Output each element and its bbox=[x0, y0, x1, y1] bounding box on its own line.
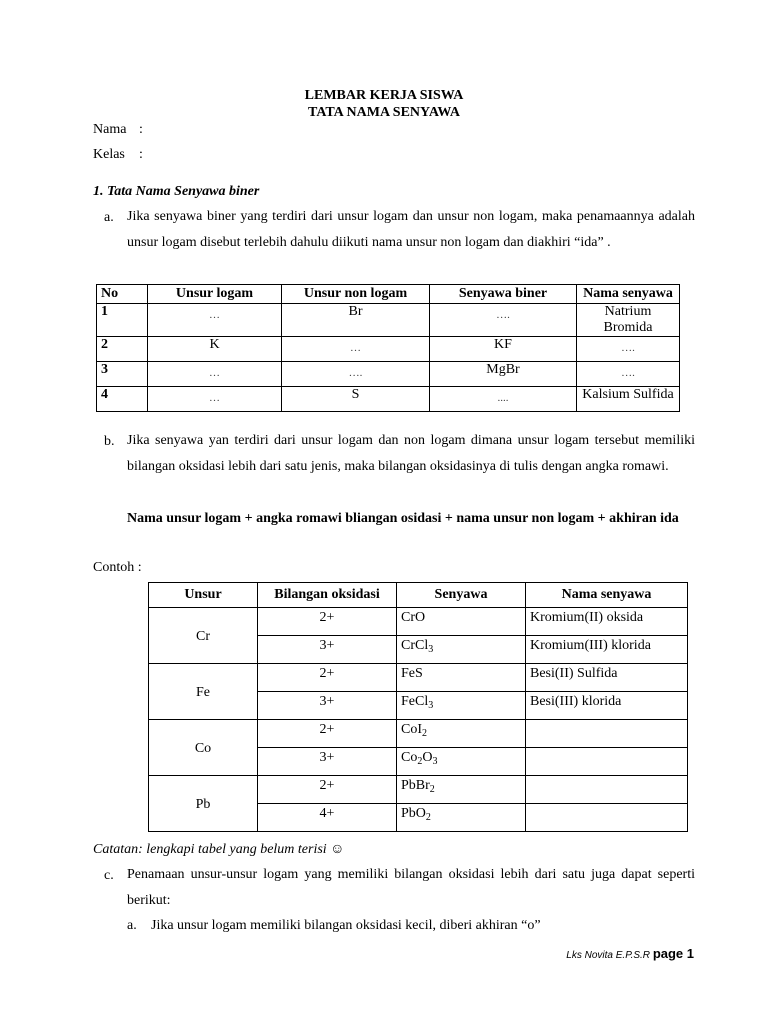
cell-blank: … bbox=[209, 392, 220, 404]
cell-nama bbox=[526, 748, 688, 776]
cell-oksidasi: 3+ bbox=[258, 748, 397, 776]
item-b-text: Jika senyawa yan terdiri dari unsur logam dan non logam dimana unsur logam tersebut memiliki bilangan oksidasi lebih dari satu jenis, maka bilangan oksidasinya di tulis dengan angka romawi. bbox=[127, 433, 695, 474]
formula-subscript: 2 bbox=[429, 784, 435, 795]
nama-label: Nama bbox=[93, 122, 127, 137]
cell-nama: Kromium(II) oksida bbox=[526, 608, 688, 636]
cell-oksidasi: 2+ bbox=[258, 608, 397, 636]
cell-senyawa bbox=[397, 692, 526, 720]
nama-colon: : bbox=[139, 122, 143, 137]
contoh-label: Contoh : bbox=[93, 560, 142, 575]
cell-unsur: Pb bbox=[149, 776, 258, 832]
cell-blank: …. bbox=[621, 367, 635, 379]
table-row bbox=[149, 608, 688, 636]
table-row bbox=[149, 776, 688, 804]
binary-compound-table bbox=[96, 284, 680, 412]
cell-senyawa bbox=[397, 748, 526, 776]
cell-nama: Besi(III) klorida bbox=[526, 692, 688, 720]
item-ca-text: Jika unsur logam memiliki bilangan oksidasi kecil, diberi akhiran “o” bbox=[151, 918, 541, 933]
catatan-note: Catatan: lengkapi tabel yang belum terisi ☺ bbox=[93, 842, 345, 857]
formula-part: CrO bbox=[401, 610, 426, 625]
col-senyawa: Senyawa bbox=[397, 583, 526, 608]
formula-subscript: 3 bbox=[428, 700, 434, 711]
cell-senyawa bbox=[397, 804, 526, 832]
cell-value: Kalsium Sulfida bbox=[577, 387, 680, 412]
cell-nama: Besi(II) Sulfida bbox=[526, 664, 688, 692]
col-nama-senyawa: Nama senyawa bbox=[577, 285, 680, 304]
item-ca-marker: a. bbox=[127, 918, 137, 933]
formula-subscript: 3 bbox=[428, 644, 434, 655]
cell-blank: .... bbox=[497, 392, 509, 404]
formula-part: O bbox=[422, 750, 433, 765]
col-senyawa-biner: Senyawa biner bbox=[430, 285, 577, 304]
table-row bbox=[97, 387, 680, 412]
cell-blank: … bbox=[350, 342, 361, 354]
table-row bbox=[97, 337, 680, 362]
kelas-colon: : bbox=[139, 147, 143, 162]
cell-nama bbox=[526, 776, 688, 804]
cell-senyawa bbox=[397, 720, 526, 748]
cell-blank: …. bbox=[621, 342, 635, 354]
formula-part: FeCl bbox=[401, 694, 429, 709]
cell-value: MgBr bbox=[430, 362, 577, 387]
formula-subscript: 3 bbox=[432, 756, 438, 767]
formula-part: Co bbox=[401, 750, 418, 765]
cell-senyawa bbox=[397, 664, 526, 692]
cell-oksidasi: 2+ bbox=[258, 664, 397, 692]
table-row bbox=[149, 664, 688, 692]
col-nama-senyawa: Nama senyawa bbox=[526, 583, 688, 608]
formula-subscript: 2 bbox=[422, 728, 427, 739]
table-row bbox=[97, 304, 680, 337]
cell-value: KF bbox=[430, 337, 577, 362]
cell-blank: … bbox=[209, 309, 220, 321]
cell-oksidasi: 3+ bbox=[258, 636, 397, 664]
formula-part: CrCl bbox=[401, 638, 429, 653]
kelas-label: Kelas bbox=[93, 147, 125, 162]
cell-nama bbox=[526, 804, 688, 832]
table-row bbox=[97, 362, 680, 387]
cell-oksidasi: 3+ bbox=[258, 692, 397, 720]
col-unsur-logam: Unsur logam bbox=[148, 285, 282, 304]
cell-unsur: Fe bbox=[149, 664, 258, 720]
cell-nama bbox=[526, 720, 688, 748]
item-c-text: Penamaan unsur-unsur logam yang memiliki bilangan oksidasi lebih dari satu juga dapat seperti berikut: bbox=[127, 867, 695, 908]
page-footer bbox=[566, 946, 694, 961]
cell-blank: …. bbox=[496, 309, 510, 321]
col-bilangan-oksidasi: Bilangan oksidasi bbox=[258, 583, 397, 608]
cell-no: 1 bbox=[97, 304, 148, 337]
col-unsur: Unsur bbox=[149, 583, 258, 608]
cell-blank: …. bbox=[348, 367, 363, 379]
nama-field bbox=[93, 122, 143, 138]
naming-rule: Nama unsur logam + angka romawi bliangan osidasi + nama unsur non logam + akhiran ida bbox=[127, 511, 679, 526]
section1-heading: 1. Tata Nama Senyawa biner bbox=[93, 184, 260, 199]
cell-value: Natrium Bromida bbox=[577, 304, 680, 337]
item-c-marker: c. bbox=[104, 868, 114, 883]
formula-subscript: 2 bbox=[417, 756, 423, 767]
item-b-marker: b. bbox=[104, 434, 115, 449]
cell-value: S bbox=[282, 387, 430, 412]
title-line1: LEMBAR KERJA SISWA bbox=[304, 88, 464, 103]
cell-senyawa bbox=[397, 636, 526, 664]
cell-unsur: Cr bbox=[149, 608, 258, 664]
title-line2: TATA NAMA SENYAWA bbox=[308, 105, 460, 120]
footer-author: Lks Novita E.P.S.R bbox=[566, 950, 651, 961]
kelas-field bbox=[93, 147, 143, 163]
formula-part: CoI bbox=[401, 722, 422, 737]
table-header-row bbox=[97, 285, 680, 304]
table-row bbox=[149, 720, 688, 748]
item-a-text: Jika senyawa biner yang terdiri dari unsur logam dan unsur non logam, maka penamaannya adalah unsur logam disebut terlebih dahulu diikuti nama unsur non logam dan diakhiri “ida” . bbox=[127, 209, 695, 250]
cell-oksidasi: 2+ bbox=[258, 720, 397, 748]
cell-no: 4 bbox=[97, 387, 148, 412]
oxidation-table-body bbox=[149, 608, 688, 832]
cell-unsur: Co bbox=[149, 720, 258, 776]
cell-oksidasi: 4+ bbox=[258, 804, 397, 832]
formula-part: FeS bbox=[401, 666, 423, 681]
formula-part: PbO bbox=[401, 806, 426, 821]
cell-oksidasi: 2+ bbox=[258, 776, 397, 804]
cell-senyawa bbox=[397, 608, 526, 636]
cell-no: 2 bbox=[97, 337, 148, 362]
formula-subscript: 2 bbox=[425, 812, 431, 823]
table-header-row bbox=[149, 583, 688, 608]
footer-page-number: page 1 bbox=[652, 946, 694, 961]
col-no: No bbox=[97, 285, 148, 304]
col-unsur-non-logam: Unsur non logam bbox=[282, 285, 430, 304]
cell-value: Br bbox=[282, 304, 430, 337]
oxidation-example-table bbox=[148, 582, 688, 832]
cell-nama: Kromium(III) klorida bbox=[526, 636, 688, 664]
cell-value: K bbox=[148, 337, 282, 362]
formula-part: PbBr bbox=[401, 778, 430, 793]
cell-no: 3 bbox=[97, 362, 148, 387]
item-a-marker: a. bbox=[104, 210, 114, 225]
cell-blank: … bbox=[209, 367, 220, 379]
cell-senyawa bbox=[397, 776, 526, 804]
